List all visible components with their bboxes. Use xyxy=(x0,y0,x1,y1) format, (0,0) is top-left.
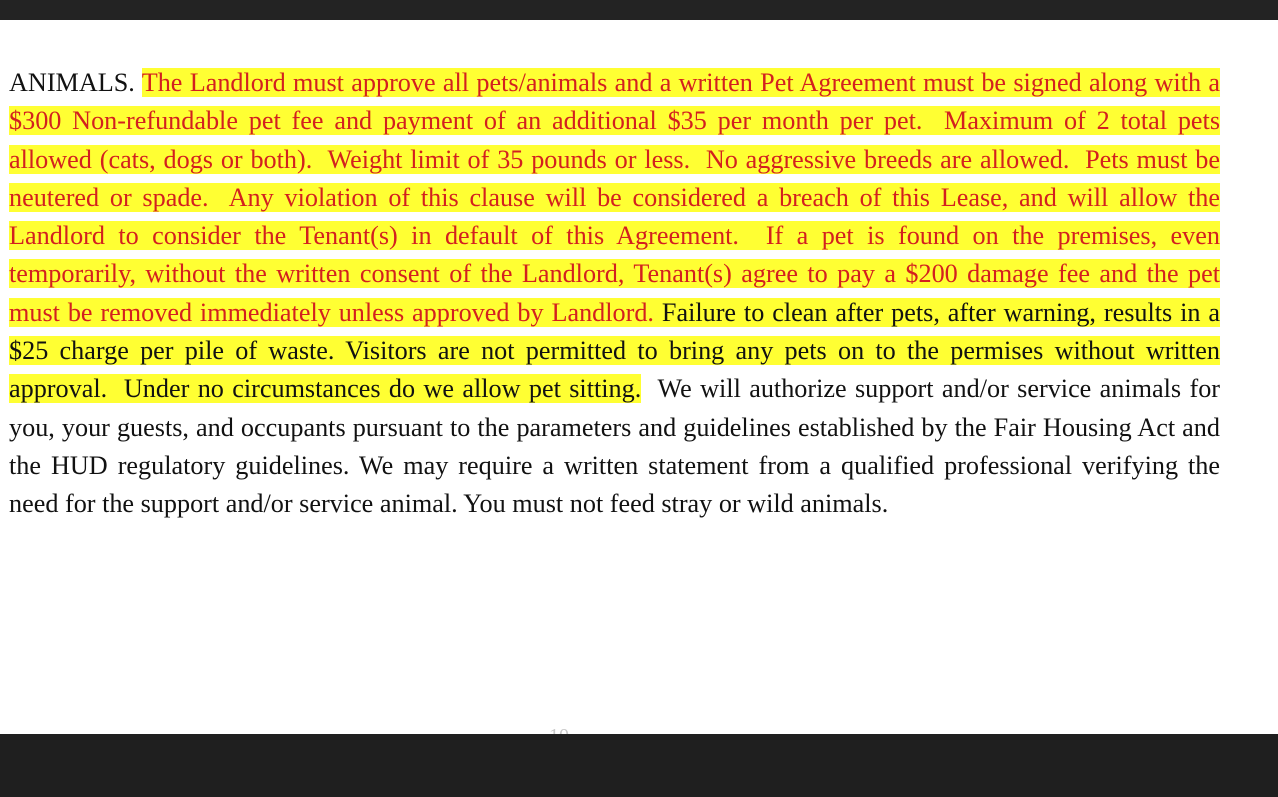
top-bar xyxy=(0,0,1278,20)
sentence-unauthorized-pet: If a pet is found on the premises, even temporarily, without the written consent of the Landlord, Tenant(s) agree to pay a $200 damage fee and the pet must be removed immediately unless approved by Landlord. xyxy=(9,221,1220,327)
sentence-landlord-approval: The Landlord must approve all pets/animals and a written Pet Agreement must be signed along with a $300 Non-refundable pet fee and payment of an additional $35 per month per pet. xyxy=(9,68,1221,136)
clause-heading: ANIMALS. xyxy=(9,68,135,97)
sentence-aggressive-breeds: No aggressive breeds are allowed. xyxy=(705,144,1070,174)
sentence-written-statement: We may require a written statement from a qualified professional verifying the need for the support and/or service animal. xyxy=(9,450,1221,519)
sentence-waste-charge: Failure to clean after pets, after warning, results in a $25 charge per pile of waste. xyxy=(9,297,1220,366)
sentence-violation: Any violation of this clause will be considered a breach of this Lease, and will allow the Landlord to consider the Tenant(s) in default of this Agreement. xyxy=(9,182,1220,251)
document-page xyxy=(0,20,1278,734)
sentence-max-pets: Maximum of 2 total pets allowed (cats, dogs or both). xyxy=(9,106,1221,174)
bottom-bar xyxy=(0,734,1278,797)
sentence-weight-limit: Weight limit of 35 pounds or less. xyxy=(327,144,691,174)
sentence-stray-animals: You must not feed stray or wild animals. xyxy=(463,489,889,519)
animals-clause xyxy=(9,64,1220,524)
sentence-service-animals: We will authorize support and/or service animals for you, your guests, and occupants pursuant to the parameters and guidelines established by the Fair Housing Act and the HUD regulatory guidelines. xyxy=(9,374,1221,480)
sentence-pet-sitting: Under no circumstances do we allow pet sitting. xyxy=(123,374,642,404)
sentence-visitors: Visitors are not permitted to bring any pets on to the permises without written approval. xyxy=(9,336,1221,404)
sentence-neutered: Pets must be neutered or spade. xyxy=(9,144,1221,212)
